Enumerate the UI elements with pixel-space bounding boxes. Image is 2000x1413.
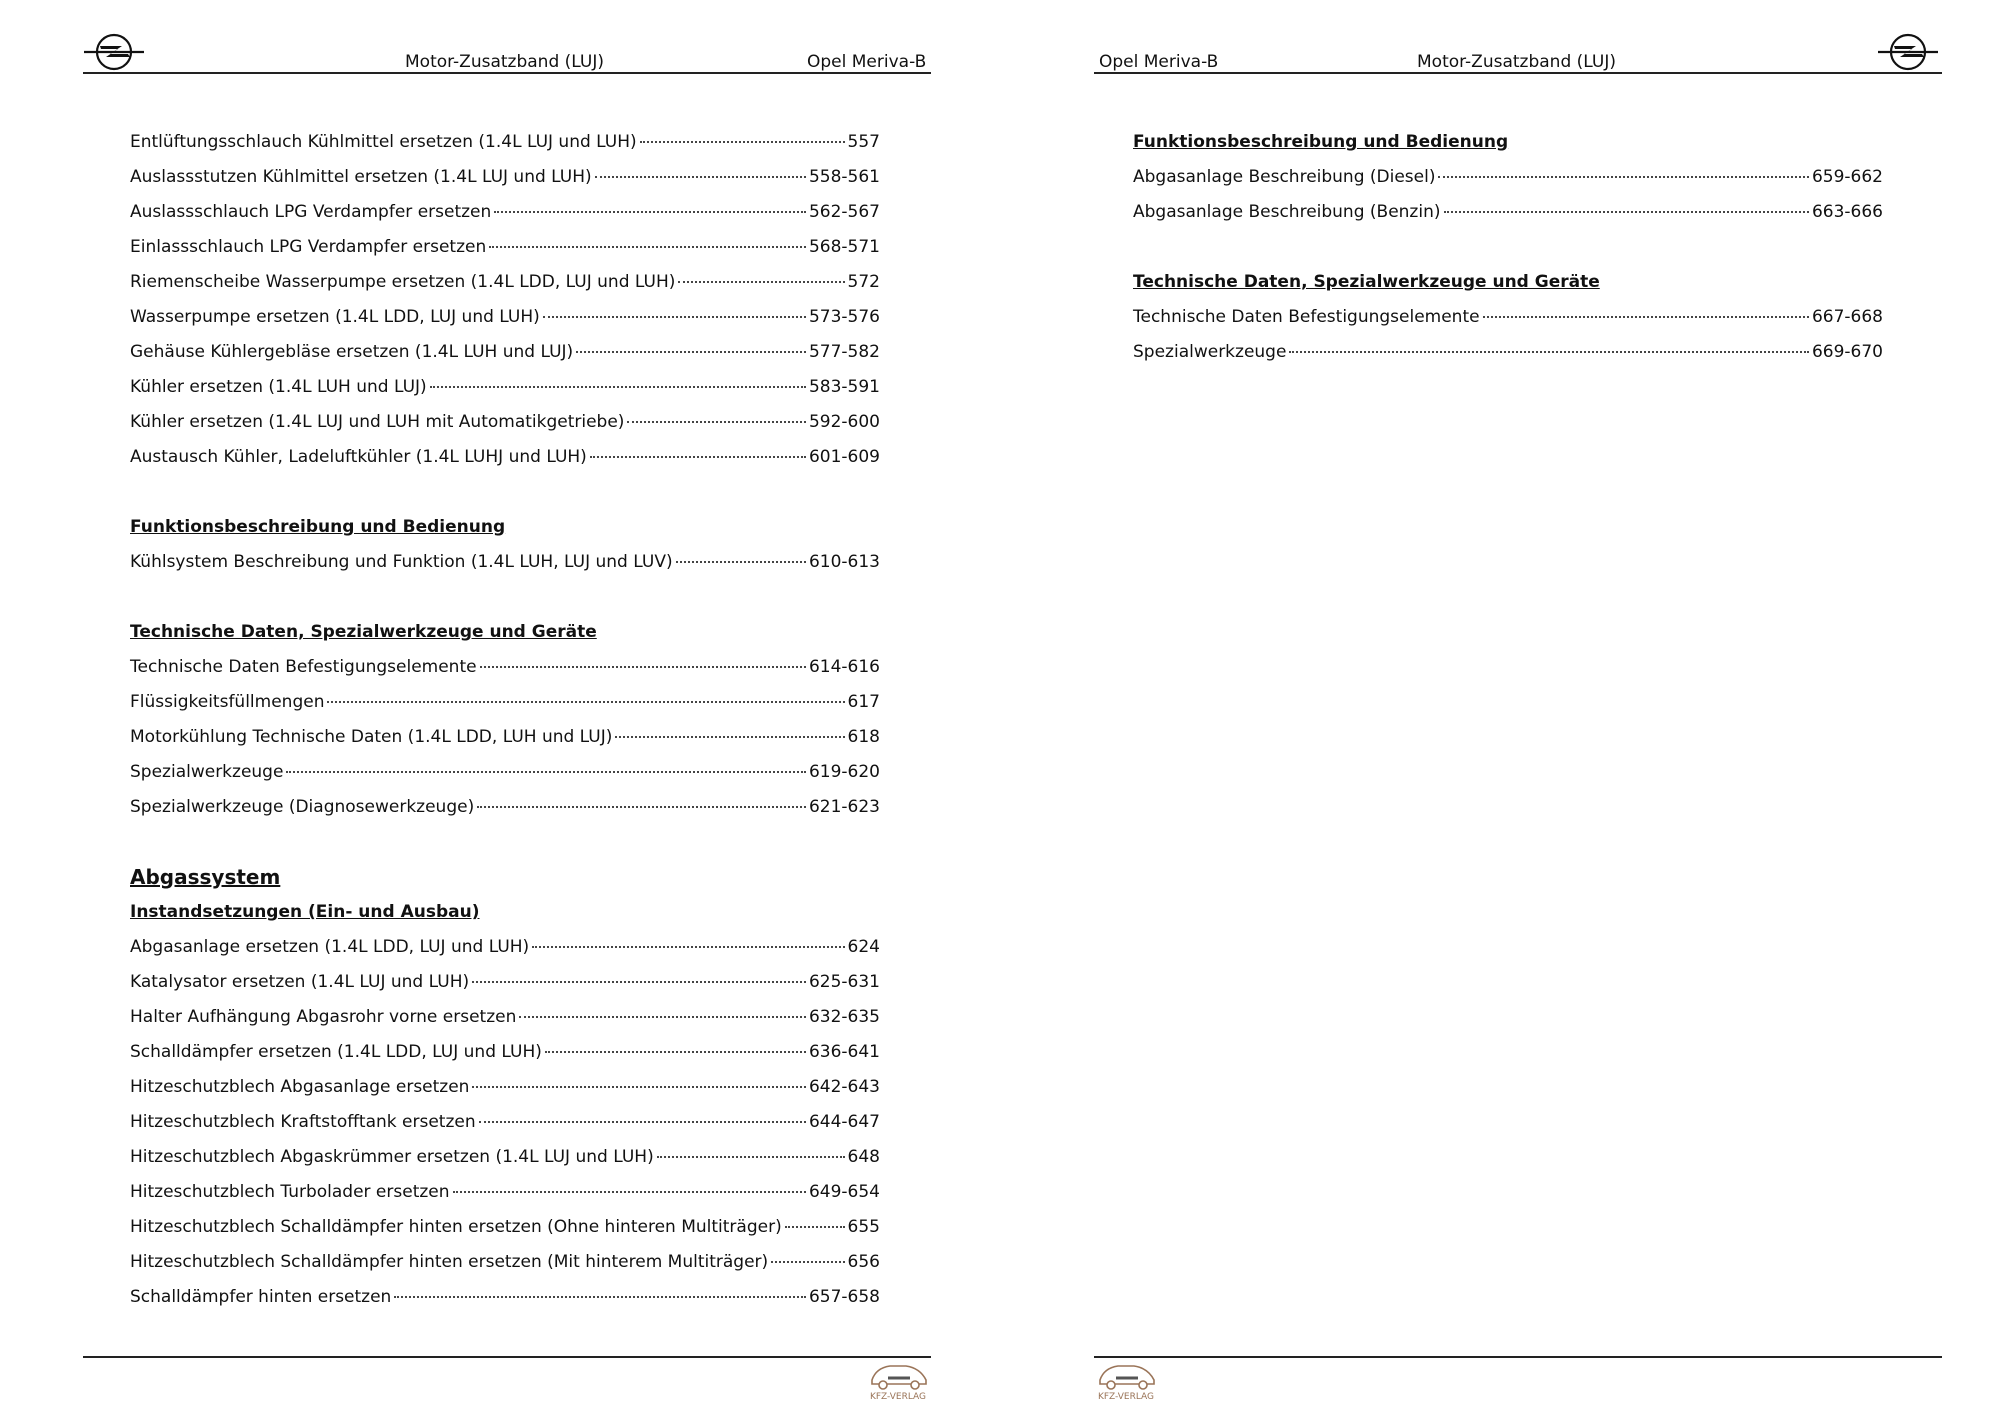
opel-logo-icon (1878, 32, 1938, 72)
section-heading: Instandsetzungen (Ein- und Ausbau) (130, 902, 480, 922)
toc-entry[interactable]: Abgasanlage Beschreibung (Benzin) 663-666 (1133, 202, 1883, 222)
section-heading: Technische Daten, Spezialwerkzeuge und Geräte (130, 622, 597, 642)
toc-entry[interactable]: Hitzeschutzblech Schalldämpfer hinten ersetzen (Ohne hinteren Multiträger) 655 (130, 1217, 880, 1237)
toc-entry[interactable]: Technische Daten Befestigungselemente 667-668 (1133, 307, 1883, 327)
toc-entry[interactable]: Austausch Kühler, Ladeluftkühler (1.4L LUHJ und LUH) 601-609 (130, 447, 880, 467)
toc-entry[interactable]: Hitzeschutzblech Abgaskrümmer ersetzen (1.4L LUJ und LUH) 648 (130, 1147, 880, 1167)
toc-entry[interactable]: Motorkühlung Technische Daten (1.4L LDD, LUH und LUJ) 618 (130, 727, 880, 747)
header-model: Opel Meriva-B (807, 52, 927, 72)
toc-entry[interactable]: Kühler ersetzen (1.4L LUH und LUJ) 583-591 (130, 377, 880, 397)
toc-entry[interactable]: Hitzeschutzblech Schalldämpfer hinten ersetzen (Mit hinterem Multiträger) 656 (130, 1252, 880, 1272)
kfz-verlag-logo-icon (866, 1358, 930, 1404)
toc-entry[interactable]: Kühler ersetzen (1.4L LUJ und LUH mit Automatikgetriebe) 592-600 (130, 412, 880, 432)
section-heading: Funktionsbeschreibung und Bedienung (130, 517, 506, 537)
toc-entry[interactable]: Hitzeschutzblech Kraftstofftank ersetzen 644-647 (130, 1112, 880, 1132)
toc-entry[interactable]: Schalldämpfer ersetzen (1.4L LDD, LUJ und LUH) 636-641 (130, 1042, 880, 1062)
publisher-name: KFZ-VERLAG (1097, 1392, 1155, 1402)
toc-entry[interactable]: Katalysator ersetzen (1.4L LUJ und LUH) 625-631 (130, 972, 880, 992)
toc-entry[interactable]: Abgasanlage ersetzen (1.4L LDD, LUJ und LUH) 624 (130, 937, 880, 957)
table-of-contents (130, 125, 880, 1315)
toc-entry[interactable]: Schalldämpfer hinten ersetzen 657-658 (130, 1287, 880, 1307)
toc-entry[interactable]: Hitzeschutzblech Turbolader ersetzen 649-654 (130, 1182, 880, 1202)
kfz-verlag-logo-icon (1094, 1358, 1158, 1404)
table-of-contents (1133, 125, 1883, 370)
toc-entry[interactable]: Spezialwerkzeuge 619-620 (130, 762, 880, 782)
footer-rule (83, 1356, 931, 1358)
publisher-name: KFZ-VERLAG (869, 1392, 927, 1402)
toc-entry[interactable]: Wasserpumpe ersetzen (1.4L LDD, LUJ und LUH) 573-576 (130, 307, 880, 327)
toc-entry[interactable]: Auslassstutzen Kühlmittel ersetzen (1.4L LUJ und LUH) 558-561 (130, 167, 880, 187)
toc-entry[interactable]: Entlüftungsschlauch Kühlmittel ersetzen (1.4L LUJ und LUH) 557 (130, 132, 880, 152)
header-book-title: Motor-Zusatzband (LUJ) (1417, 52, 1616, 72)
toc-entry[interactable]: Riemenscheibe Wasserpumpe ersetzen (1.4L LDD, LUJ und LUH) 572 (130, 272, 880, 292)
toc-entry[interactable]: Kühlsystem Beschreibung und Funktion (1.4L LUH, LUJ und LUV) 610-613 (130, 552, 880, 572)
toc-entry[interactable]: Halter Aufhängung Abgasrohr vorne ersetzen 632-635 (130, 1007, 880, 1027)
right-page (1000, 0, 2000, 1413)
toc-entry[interactable]: Technische Daten Befestigungselemente 614-616 (130, 657, 880, 677)
toc-entry[interactable]: Gehäuse Kühlergebläse ersetzen (1.4L LUH und LUJ) 577-582 (130, 342, 880, 362)
opel-logo-icon (84, 32, 144, 72)
chapter-heading: Abgassystem (130, 865, 281, 889)
toc-entry[interactable]: Spezialwerkzeuge 669-670 (1133, 342, 1883, 362)
header-rule (83, 72, 931, 74)
toc-entry[interactable]: Spezialwerkzeuge (Diagnosewerkzeuge) 621-623 (130, 797, 880, 817)
section-heading: Funktionsbeschreibung und Bedienung (1133, 132, 1509, 152)
toc-entry[interactable]: Auslassschlauch LPG Verdampfer ersetzen 562-567 (130, 202, 880, 222)
header-rule (1094, 72, 1942, 74)
section-heading: Technische Daten, Spezialwerkzeuge und Geräte (1133, 272, 1600, 292)
footer-rule (1094, 1356, 1942, 1358)
toc-entry[interactable]: Abgasanlage Beschreibung (Diesel) 659-662 (1133, 167, 1883, 187)
header-model: Opel Meriva-B (1099, 52, 1219, 72)
toc-entry[interactable]: Flüssigkeitsfüllmengen 617 (130, 692, 880, 712)
header-book-title: Motor-Zusatzband (LUJ) (405, 52, 604, 72)
toc-entry[interactable]: Einlassschlauch LPG Verdampfer ersetzen 568-571 (130, 237, 880, 257)
toc-entry[interactable]: Hitzeschutzblech Abgasanlage ersetzen 642-643 (130, 1077, 880, 1097)
